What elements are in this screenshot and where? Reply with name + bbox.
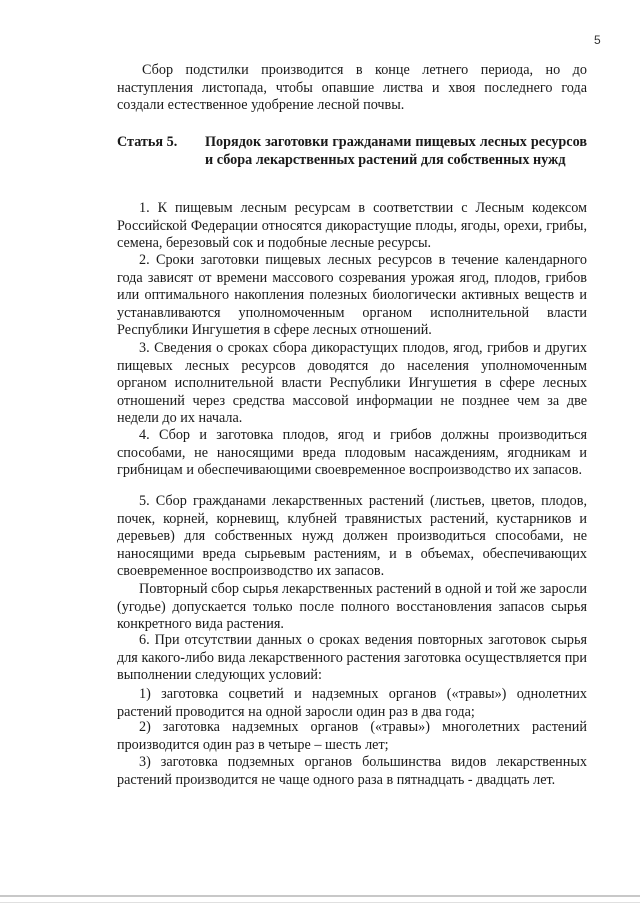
paragraph-1: 1. К пищевым лесным ресурсам в соответствии с Лесным кодексом Российской Федерации относятся дикорастущие плоды, ягоды, орехи, грибы, семена, березовый сок и подобные лесные ресурсы. (117, 200, 587, 251)
paragraph-repeat-harvest: Повторный сбор сырья лекарственных растений в одной и той же заросли (угодье) допускается только после полного восстановления запасов сырья конкретного вида растения. (117, 581, 587, 632)
scan-edge-line-lower (0, 902, 640, 903)
page-number: 5 (594, 33, 601, 47)
article-title: Порядок заготовки гражданами пищевых лесных ресурсов и сбора лекарственных растений для собственных нужд (205, 134, 587, 168)
paragraph-3: 3. Сведения о сроках сбора дикорастущих плодов, ягод, грибов и других пищевых лесных ресурсов доводятся до населения уполномоченным органом исполнительной власти Республики Ингушетия в сфере лесных отношений через средства массовой информации не позднее чем за две недели до их начала. (117, 340, 587, 426)
paragraph-5: 5. Сбор гражданами лекарственных растений (листьев, цветов, плодов, почек, корней, корневищ, клубней травянистых растений, кустарников и деревьев) для собственных нужд должен производиться способами, не наносящими вреда сырьевым растениям, и в объемах, обеспечивающих своевременное воспроизводство их запасов. (117, 493, 587, 579)
condition-3: 3) заготовка подземных органов большинства видов лекарственных растений производится не чаще одного раза в пятнадцать - двадцать лет. (117, 754, 587, 788)
paragraph-2: 2. Сроки заготовки пищевых лесных ресурсов в течение календарного года зависят от времени массового созревания урожая ягод, плодов, грибов или оптимального накопления полезных биологически активных веществ и устанавливаются уполномоченным органом исполнительной власти Республики Ингушетия в сфере лесных отношений. (117, 252, 587, 338)
scan-edge-line (0, 895, 640, 897)
condition-1: 1) заготовка соцветий и надземных органов («травы») однолетних растений проводится на одной заросли один раз в два года; (117, 686, 587, 720)
condition-2: 2) заготовка надземных органов («травы») многолетних растений производится один раз в четыре – шесть лет; (117, 719, 587, 753)
article-label: Статья 5. (117, 134, 178, 150)
intro-paragraph: Сбор подстилки производится в конце летнего периода, но до наступления листопада, чтобы опавшие листва и хвоя последнего года создали естественное удобрение лесной почвы. (117, 62, 587, 113)
paragraph-6: 6. При отсутствии данных о сроках ведения повторных заготовок сырья для какого-либо вида лекарственного растения заготовка осуществляется при выполнении следующих условий: (117, 632, 587, 683)
paragraph-4: 4. Сбор и заготовка плодов, ягод и грибов должны производиться способами, не наносящими вреда плодовым насаждениям, ягодникам и грибницам и обеспечивающими своевременное воспроизводство их запасов. (117, 427, 587, 478)
